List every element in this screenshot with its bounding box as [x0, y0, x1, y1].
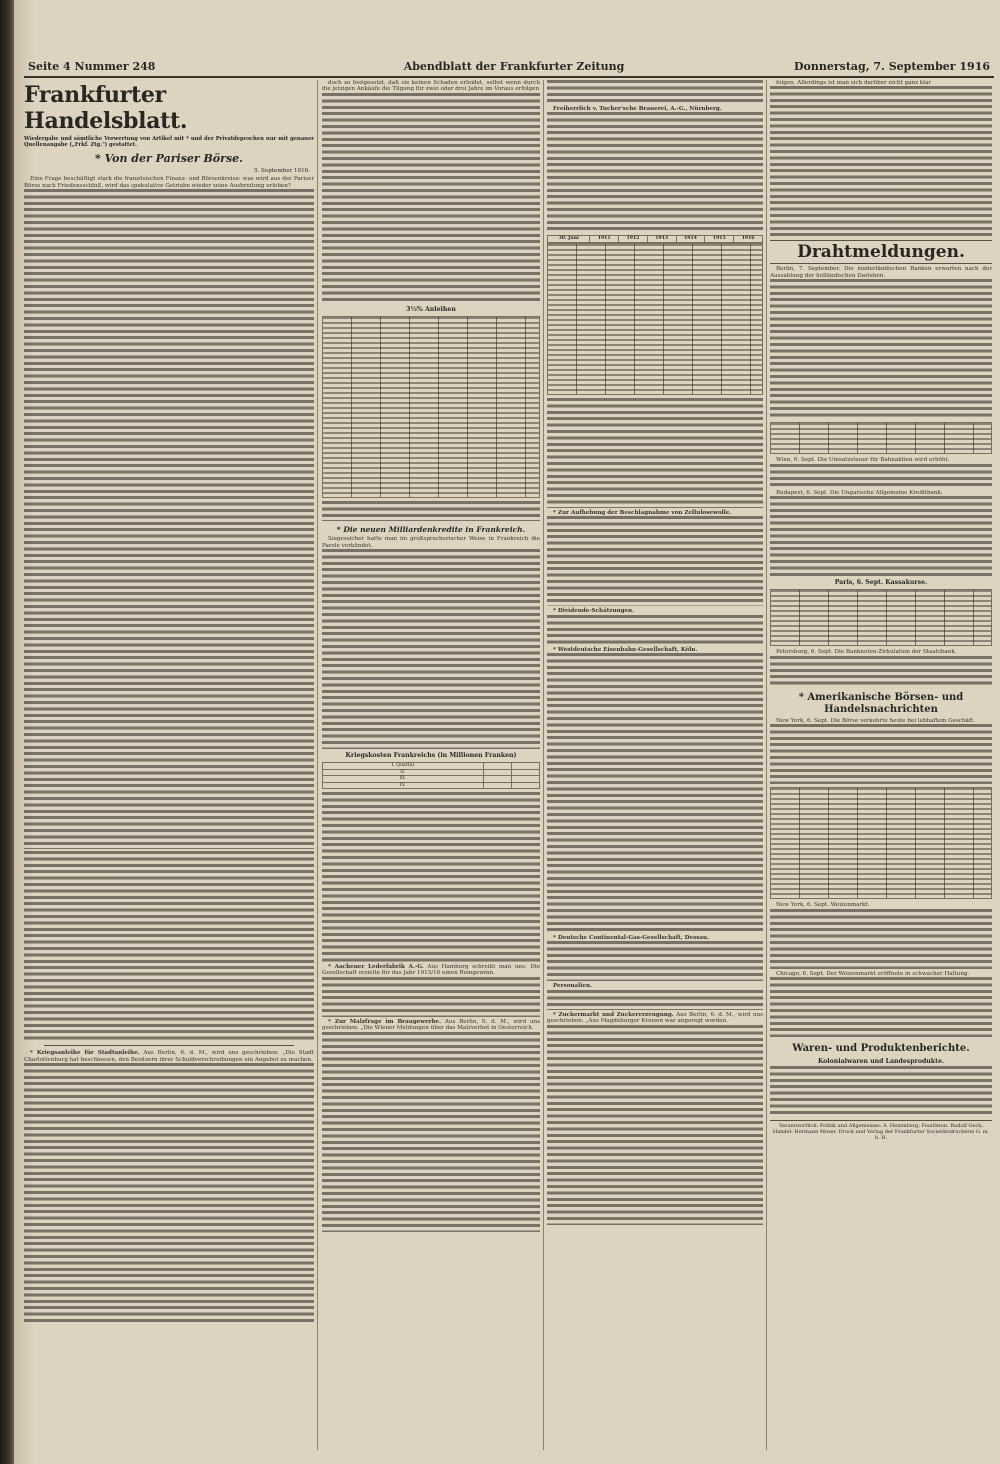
paris-rates-table — [770, 589, 992, 646]
section-title: Waren- und Produktenberichte. — [792, 1043, 970, 1055]
article-lead: Eine Frage beschäftigt stark die französischen Finanz- und Börsenkreise: was wird aus der Pariser Börse nach Friedensschluß, wird das spekulative Getriebe wieder seine Ausbreitung erleben? — [24, 176, 314, 189]
table-caption: Kriegskosten Frankreichs (in Millionen Franken) — [345, 752, 517, 760]
page-number: Seite 4 Nummer 248 — [28, 60, 156, 73]
article-body — [770, 909, 992, 969]
article-title: * Dividende-Schätzungen. — [553, 608, 635, 615]
article-body — [322, 93, 540, 303]
column-rule — [317, 80, 318, 1450]
telegram-lead: Berlin, 7. September. Die niederländischen Banken erwarten nach der Auszahlung der holländischen Darlehen. — [770, 266, 992, 279]
article-body — [24, 851, 314, 1041]
article-body — [547, 941, 763, 981]
article-body — [322, 792, 540, 962]
table-cell — [511, 782, 539, 788]
article-lead — [322, 964, 540, 977]
article-lead-text: Aus Berlin, 6. d. M., wird uns geschrieben: „Die Stadt Charlottenburg hat beschlossen, den Besitzern ihrer Schuldverschreibungen ein Angebot zu machen. — [24, 1050, 314, 1063]
table-caption: Paris, 6. Sept. Kassakurse. — [834, 579, 928, 587]
article-body — [322, 1032, 540, 1232]
column-4 — [770, 80, 992, 1450]
bank-table — [770, 422, 992, 454]
imprint: Verantwortlich: Politik und Allgemeines: A. Hemmberg; Feuilleton: Rudolf Geck; Handel: Hermann Moser. Druck und Verlag der Frankfurter Societätsdruckerei G. m. b. H. — [770, 1120, 992, 1141]
telegram-lead: Wien, 6. Sept. Die Umsatzsteuer für Bahnaktien wird erhöht. — [776, 457, 950, 464]
issue-date: Donnerstag, 7. September 1916 — [793, 60, 990, 73]
article-body — [322, 977, 540, 1017]
table-cell — [483, 782, 511, 788]
section-subtitle: Kolonialwaren und Landesprodukte. — [817, 1058, 945, 1066]
article-body — [24, 1063, 314, 1323]
article-body — [547, 653, 763, 933]
telegram-body — [770, 279, 992, 419]
article-title: Freiherrlich v. Tucher'sche Brauerei, A.-G., Nürnberg. — [553, 106, 722, 112]
article-body — [770, 86, 992, 236]
telegram-body — [770, 656, 992, 686]
article-lead-text: Aus Berlin, 6. d. M., wird uns geschrieben: „Aus Magdeburger Kreisen war angeregt worden. — [547, 1011, 763, 1025]
article-title: * Kriegsanleihe für Stadtanleihe. — [30, 1050, 140, 1057]
article-continuation: doch so festgesetzt, daß sie keinen Schaden erleidet, selbst wenn durch die jetzigen Ankäufe die Tilgung für zwei oder drei Jahre im Voraus erfolgen — [322, 80, 540, 93]
article-title: * Von der Pariser Börse. — [95, 152, 243, 165]
telegram-lead: Budapest, 6. Sept. Die Ungarische Allgemeine Kreditbank. — [776, 489, 943, 496]
table-header: 1913 — [647, 236, 676, 242]
article-title: * Zur Malzfrage im Braugewerbe. — [328, 1018, 442, 1025]
balance-sheet-table — [547, 235, 763, 242]
article-body — [770, 1066, 992, 1116]
article-title: * Die neuen Milliardenkredite in Frankreich. — [336, 525, 526, 535]
article-body — [547, 516, 763, 606]
table-header: 1916 — [734, 236, 763, 242]
table-caption: 3½% Anleihen — [406, 305, 456, 313]
table-header: 1915 — [705, 236, 734, 242]
article-dateline: 5. September 1916. — [253, 168, 310, 174]
column-3 — [547, 80, 763, 1450]
article-body — [322, 501, 540, 521]
article-body — [547, 1025, 763, 1225]
article-body — [547, 80, 763, 104]
column-rule — [766, 80, 767, 1450]
war-costs-table — [322, 762, 540, 789]
table-header: 30. Juni — [548, 236, 590, 242]
article-body — [770, 977, 992, 1037]
reprint-notice: Wiedergabe und sämtliche Verwertung von Artikel mit * und der Privatdepeschen nur mit genauer Quellenangabe („Frkf. Ztg.") gestattet. — [24, 136, 314, 148]
article-title: Personalien. — [553, 983, 592, 990]
article-title: * Aachener Lederfabrik A.-G. — [328, 964, 424, 971]
article-lead — [547, 1012, 763, 1025]
article-body — [547, 398, 763, 508]
column-1 — [24, 80, 314, 1450]
article-lead: New York, 6. Sept. Weizenmarkt. — [776, 902, 870, 909]
edition-title: Abendblatt der Frankfurter Zeitung — [403, 60, 625, 73]
table-header: 1912 — [619, 236, 648, 242]
article-lead: Chicago, 6. Sept. Der Weizenmarkt eröffnete in schwacher Haltung. — [776, 970, 970, 977]
quarter-label: IV. — [323, 782, 484, 788]
quarter-label: III. — [323, 776, 484, 782]
article-body — [24, 189, 314, 849]
article-title: * Deutsche Continental-Gas-Gesellschaft, Dessau. — [553, 935, 710, 942]
column-2 — [322, 80, 540, 1450]
article-title: * Zuckermarkt und Zuckererzeugung. — [553, 1011, 674, 1018]
page-header — [24, 58, 994, 78]
table-header: 1914 — [676, 236, 705, 242]
bond-table — [322, 316, 540, 498]
quarter-label: II. — [323, 769, 484, 775]
telegram-body — [770, 464, 992, 488]
quarter-label: I. Quartal — [323, 763, 484, 769]
article-body — [322, 549, 540, 749]
book-binding — [0, 0, 14, 1464]
article-body — [770, 724, 992, 784]
telegram-lead: Petersburg, 6. Sept. Die Banknoten-Zirkulation der Staatsbank. — [776, 649, 957, 656]
article-body — [547, 990, 763, 1010]
newspaper-page — [14, 0, 1000, 1464]
article-lead-text: Aus Hamburg schreibt man uns: Die Gesellschaft erzielte für das Jahr 1915/16 einen Reingewinn. — [322, 964, 540, 977]
balance-sheet-body — [547, 243, 763, 395]
section-masthead: Frankfurter Handelsblatt. — [24, 82, 188, 134]
stock-quotes-table — [770, 787, 992, 899]
article-body — [547, 112, 763, 232]
divider — [44, 1045, 294, 1046]
article-title: * Zur Aufhebung der Beschlagnahme von Zellulosewolle. — [553, 509, 732, 516]
section-title: Drahtmeldungen. — [770, 240, 992, 264]
article-lead — [24, 1050, 314, 1063]
section-title: * Amerikanische Börsen- und Handelsnachrichten — [798, 691, 964, 715]
table-header: 1911 — [590, 236, 619, 242]
article-lead-text: Aus Berlin, 6. d. M., wird uns geschrieben: „Die Wiener Meldungen über das Malzverbot in Oesterreich. — [322, 1018, 540, 1032]
article-continuation: folgen. Allerdings ist man sich darüber nicht ganz klar — [776, 80, 932, 86]
article-lead: New York, 6. Sept. Die Börse verkehrte heute bei lebhaftem Geschäft. — [776, 717, 975, 724]
article-lead — [322, 1019, 540, 1032]
telegram-body — [770, 496, 992, 576]
column-rule — [543, 80, 544, 1450]
article-title: * Westdeutsche Eisenbahn-Gesellschaft, Köln. — [553, 646, 698, 653]
article-lead: Siegessicher hatte man im großsprecherischer Weise in Frankreich die Parole verkündet. — [322, 536, 540, 549]
article-body — [547, 615, 763, 645]
